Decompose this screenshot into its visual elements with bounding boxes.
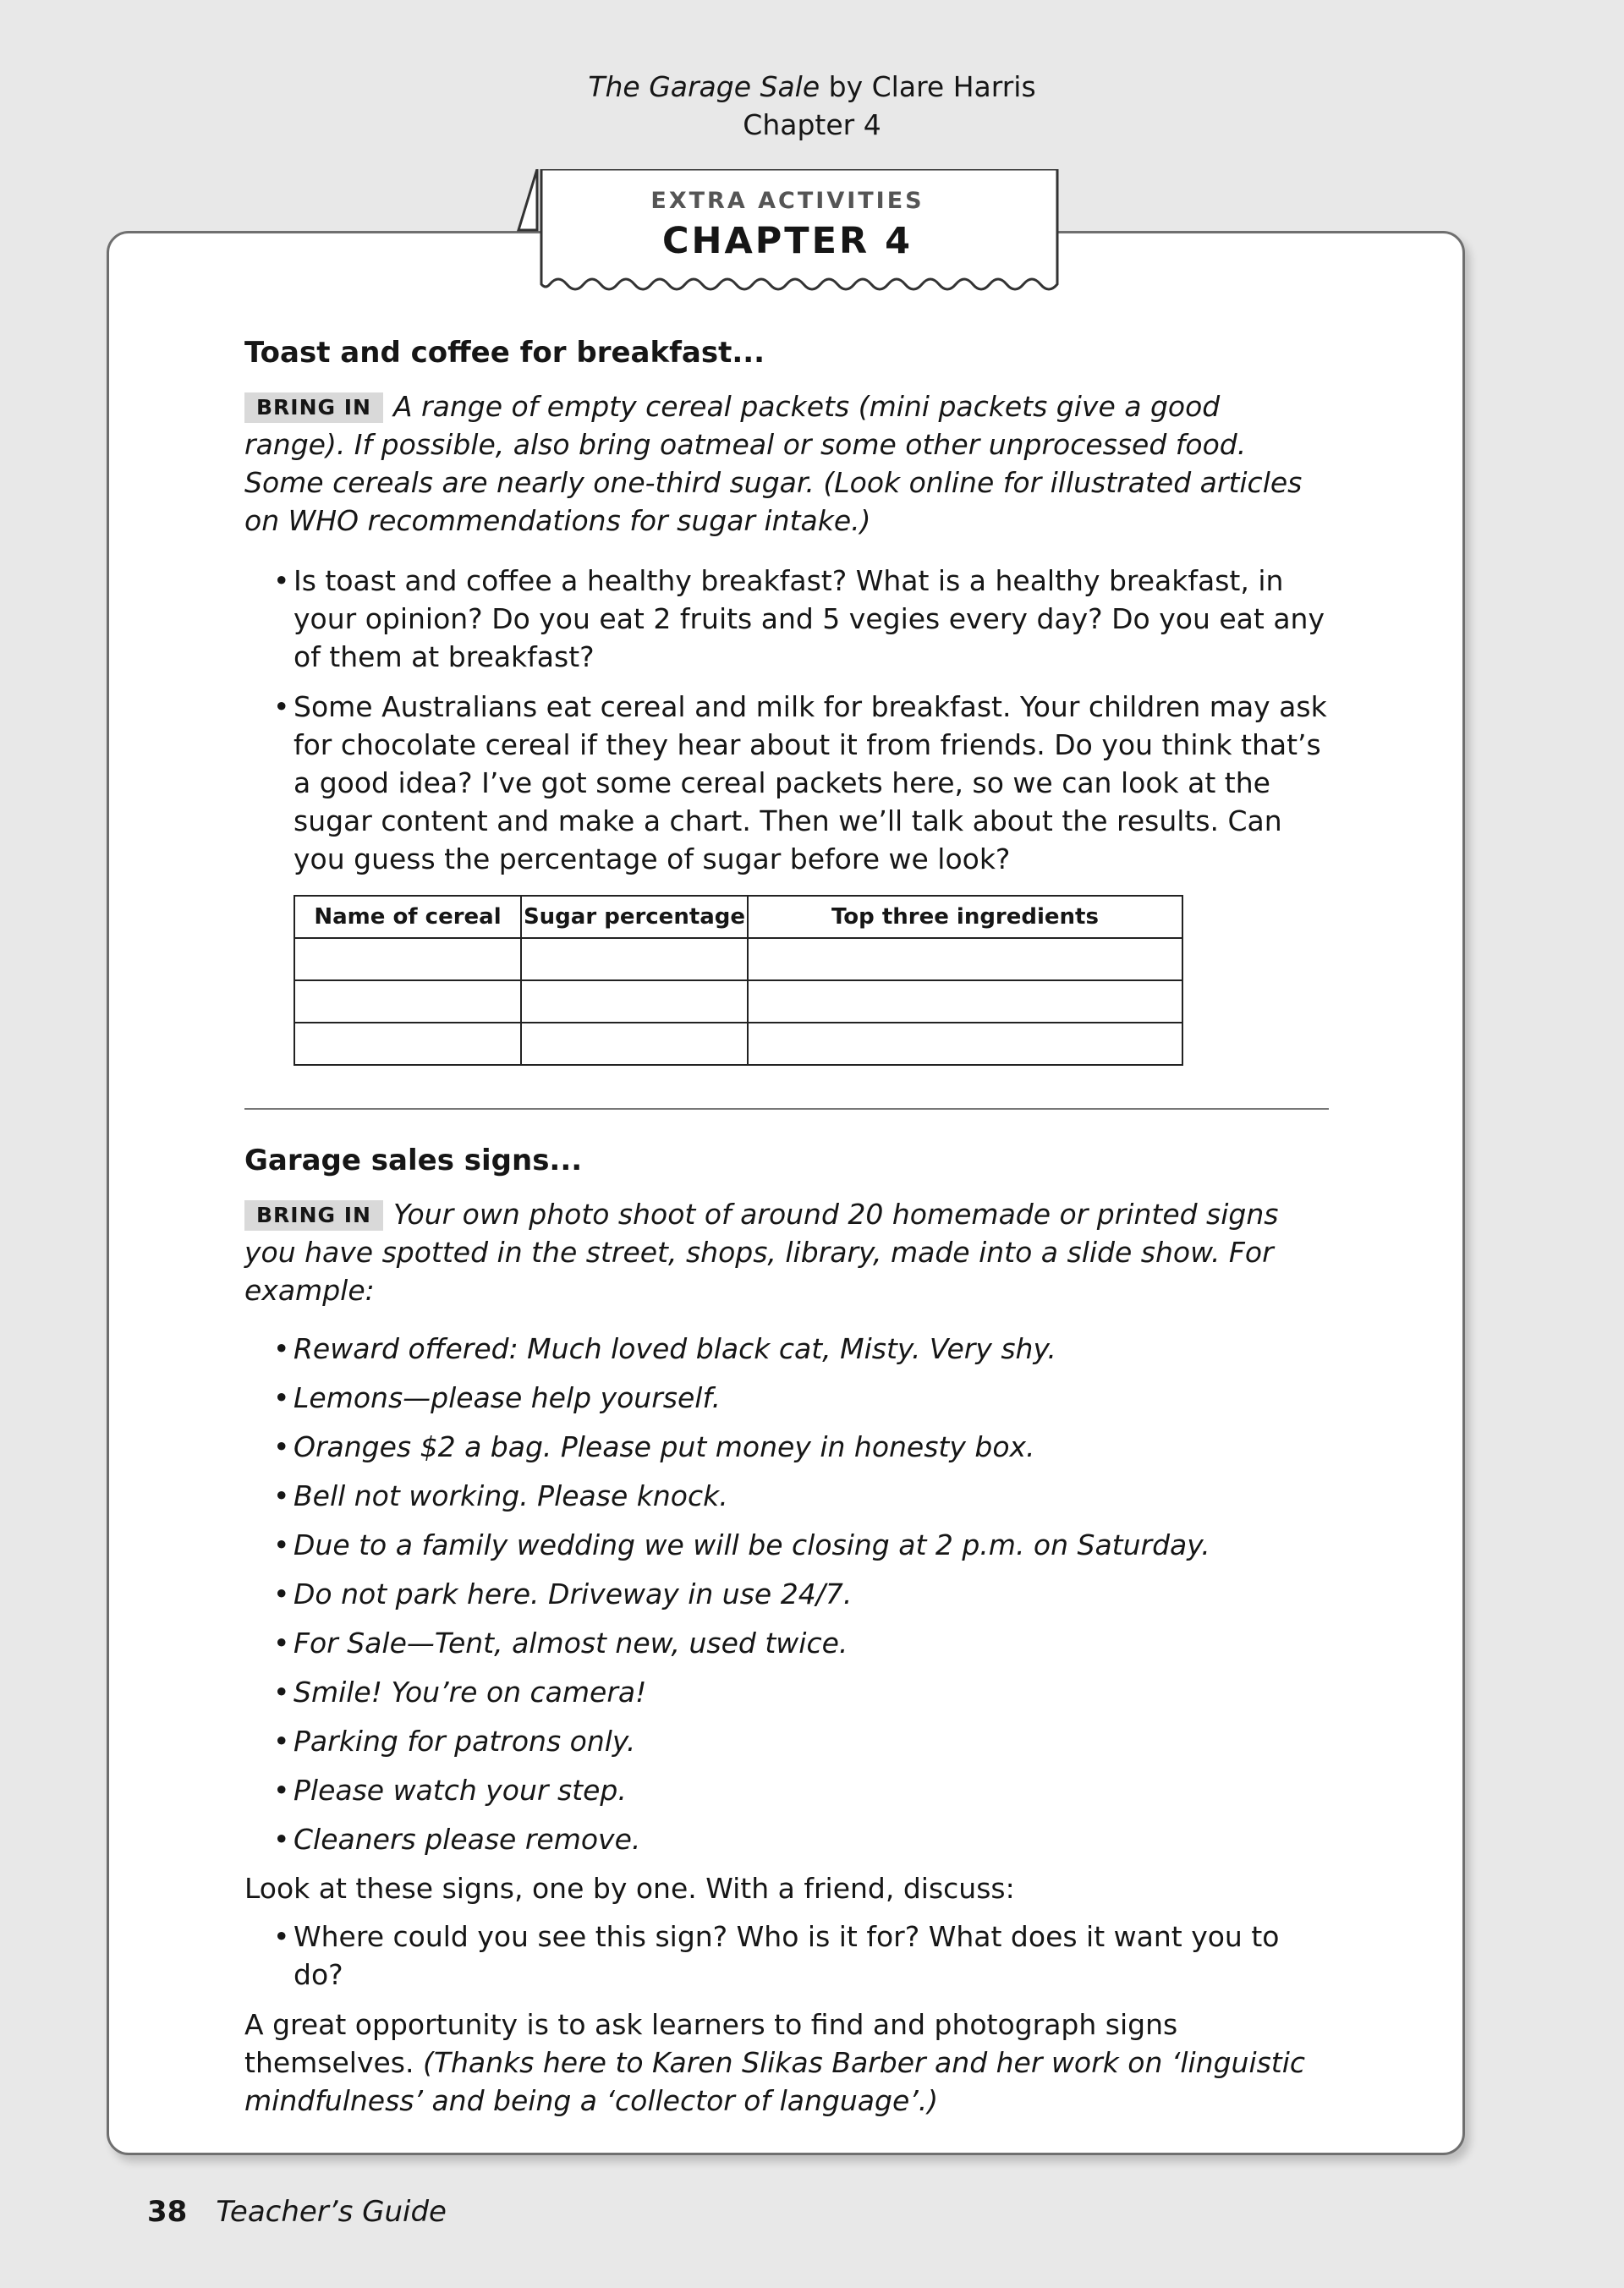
section-heading-signs: Garage sales signs... (244, 1144, 583, 1177)
list-item: • Reward offered: Much loved black cat, Misty. Very shy. (244, 1330, 1327, 1368)
list-item: • Is toast and coffee a healthy breakfast? What is a healthy breakfast, in your opinion? Do you eat 2 fruits and 5 vegies every day? Do you eat any of them at breakfast? (244, 562, 1327, 676)
cereal-table (294, 895, 1183, 1066)
list-item: • Smile! You’re on camera! (244, 1673, 1327, 1711)
bring-in-text: Your own photo shoot of around 20 homemade or printed signs you have spotted in the street, shops, library, made into a slide show. For example: (244, 1198, 1279, 1307)
table-cell (521, 938, 748, 980)
table-row (294, 1023, 1182, 1065)
book-title: The Garage Sale (588, 70, 820, 103)
bring-in-tag: BRING IN (244, 392, 383, 423)
table-cell (748, 980, 1182, 1023)
table-row (294, 938, 1182, 980)
table-cell (294, 980, 521, 1023)
breakfast-questions (244, 562, 1327, 878)
section-divider (244, 1108, 1329, 1110)
table-cell (294, 1023, 521, 1065)
list-item: • Cleaners please remove. (244, 1820, 1327, 1858)
table-row (294, 980, 1182, 1023)
list-item: • Do not park here. Driveway in use 24/7. (244, 1575, 1327, 1613)
table-header: Sugar percentage (521, 896, 748, 938)
discuss-intro: Look at these signs, one by one. With a friend, discuss: (244, 1872, 1015, 1905)
sign-examples (244, 1330, 1327, 1858)
discuss-questions (244, 1918, 1327, 1994)
book-author: by Clare Harris (828, 70, 1036, 103)
list-item: • Some Australians eat cereal and milk for breakfast. Your children may ask for chocolate cereal if they hear about it from friends. Do you think that’s a good idea? I’ve got some cereal packets here, so we can look at the sugar content and make a chart. Then we’ll talk about the results. Can you guess the percentage of sugar before we look? (244, 688, 1327, 878)
card-content (244, 334, 1327, 2120)
list-item: • For Sale—Tent, almost new, used twice. (244, 1624, 1327, 1662)
table-cell (521, 1023, 748, 1065)
list-item: • Due to a family wedding we will be closing at 2 p.m. on Saturday. (244, 1526, 1327, 1564)
table-cell (748, 938, 1182, 980)
list-item: • Oranges $2 a bag. Please put money in honesty box. (244, 1428, 1327, 1466)
banner-kicker: EXTRA ACTIVITIES (650, 188, 924, 214)
guide-label: Teacher’s Guide (216, 2195, 447, 2229)
closing-text: A great opportunity is to ask learners to find and photograph signs themselves. (244, 2008, 1178, 2079)
closing-paragraph (244, 2005, 1327, 2120)
running-header (0, 68, 1624, 144)
section-heading-breakfast: Toast and coffee for breakfast... (244, 336, 765, 370)
bring-in-note (244, 1195, 1327, 1309)
chapter-banner (516, 169, 1059, 305)
table-header: Top three ingredients (748, 896, 1182, 938)
page-footer (147, 2195, 447, 2229)
table-header: Name of cereal (294, 896, 521, 938)
list-item: • Please watch your step. (244, 1771, 1327, 1809)
bring-in-text: A range of empty cereal packets (mini packets give a good range). If possible, also bring oatmeal or some other unprocessed food. Some cereals are nearly one-third sugar. (Look online for illustrated articles on WHO recommendations for sugar intake.) (244, 390, 1303, 537)
banner-title: CHAPTER 4 (661, 220, 914, 262)
list-item: • Lemons—please help yourself. (244, 1379, 1327, 1417)
bring-in-note (244, 387, 1327, 540)
list-item: • Where could you see this sign? Who is it for? What does it want you to do? (244, 1918, 1327, 1994)
closing-credit: (Thanks here to Karen Slikas Barber and her work on ‘linguistic mindfulness’ and being a ‘collector of language’.) (244, 2046, 1306, 2117)
table-cell (294, 938, 521, 980)
table-cell (521, 980, 748, 1023)
list-item: • Bell not working. Please knock. (244, 1477, 1327, 1515)
header-chapter: Chapter 4 (743, 108, 881, 141)
bring-in-tag: BRING IN (244, 1200, 383, 1231)
table-cell (748, 1023, 1182, 1065)
table-header-row (294, 896, 1182, 938)
page-number: 38 (147, 2195, 188, 2229)
list-item: • Parking for patrons only. (244, 1722, 1327, 1760)
